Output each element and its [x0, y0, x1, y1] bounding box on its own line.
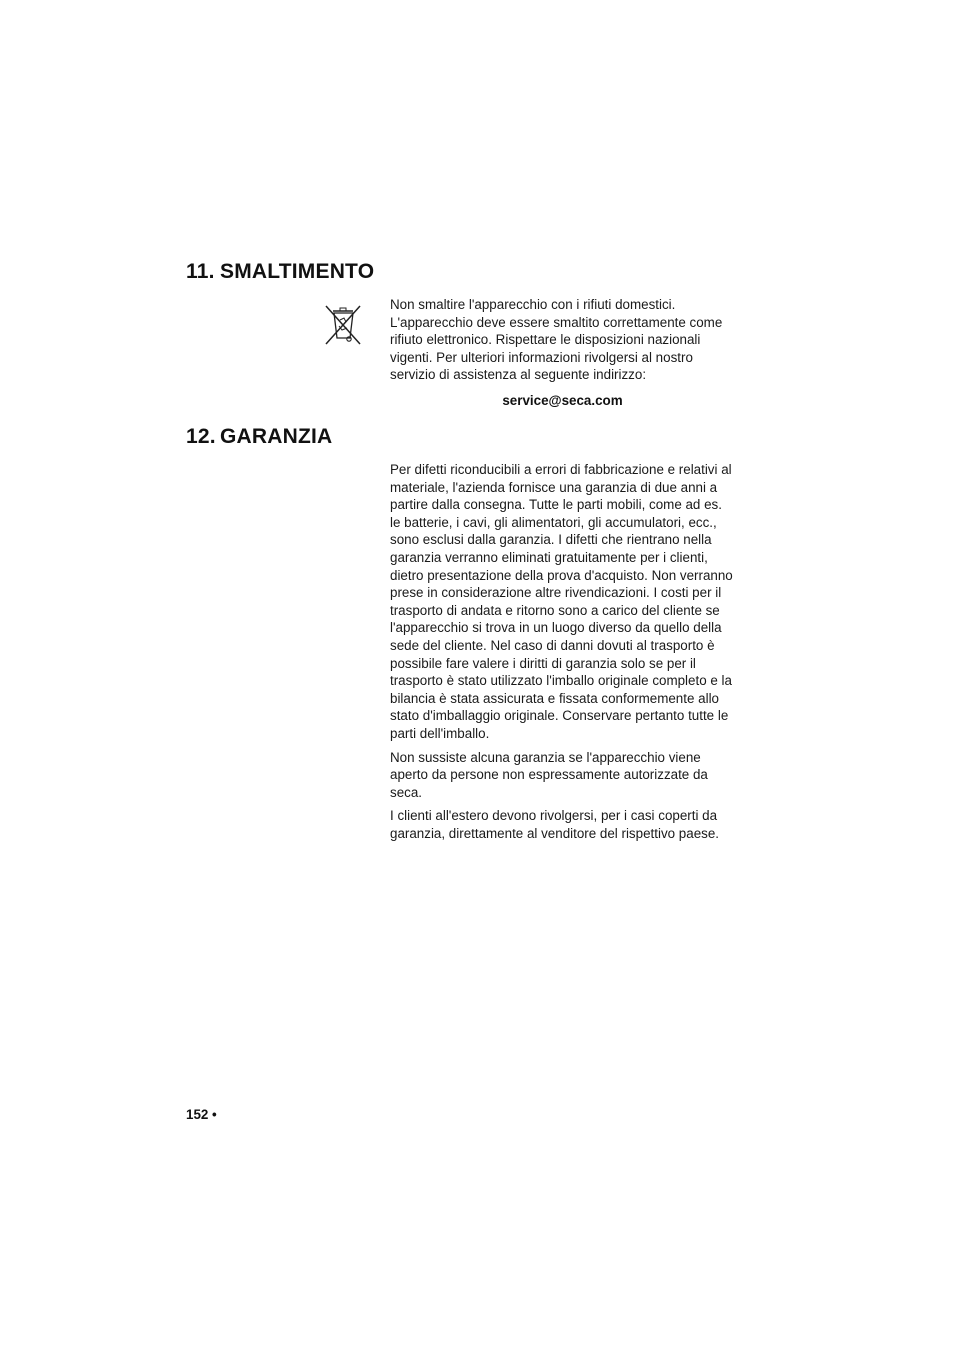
warranty-text	[390, 461, 735, 848]
section-heading-smaltimento	[186, 260, 374, 284]
section-heading-garanzia	[186, 425, 332, 449]
disposal-paragraph: Non smaltire l'apparecchio con i rifiuti domestici. L'apparecchio deve essere smaltito correttamente come rifiuto elettronico. Rispettare le disposizioni nazionali vigenti. Per ulteriori informazioni rivolgersi al nostro servizio di assistenza al seguente indirizzo:	[390, 297, 723, 383]
page-number: 152 •	[186, 1107, 217, 1122]
service-email: service@seca.com	[502, 393, 623, 408]
section-number: 11.	[186, 260, 215, 283]
disposal-text	[390, 296, 735, 390]
crossed-out-wheelie-bin-icon	[323, 302, 363, 348]
section-title: GARANZIA	[220, 425, 333, 448]
section-title: SMALTIMENTO	[220, 260, 375, 283]
warranty-paragraph-1: Per difetti riconducibili a errori di fabbricazione e relativi al materiale, l'azienda fornisce una garanzia di due anni a partire dalla consegna. Tutte le parti mobili, come ad es. le batterie, i cavi, gli alimentatori, gli accumulatori, ecc., sono esclusi dalla garanzia. I difetti che rientrano nella garanzia verranno eliminati gratuitamente per i clienti, dietro presentazione della prova d'acquisto. Non verranno prese in considerazione altre rivendicazioni. I costi per il trasporto di andata e ritorno sono a carico del cliente se l'apparecchio si trova in un luogo diverso da quello della sede del cliente. Nel caso di danni dovuti al trasporto è possibile fare valere i diritti di garanzia solo se per il trasporto è stato utilizzato l'imballo originale completo e la bilancia è stata assicurata e fissata conformemente allo stato d'imballaggio originale. Conservare pertanto tutte le parti dell'imballo.	[390, 462, 733, 741]
warranty-paragraph-2: Non sussiste alcuna garanzia se l'apparecchio viene aperto da persone non espressamente autorizzate da seca.	[390, 749, 708, 800]
section-number: 12.	[186, 425, 216, 448]
warranty-paragraph-3: I clienti all'estero devono rivolgersi, per i casi coperti da garanzia, direttamente al venditore del rispettivo paese.	[390, 808, 720, 841]
